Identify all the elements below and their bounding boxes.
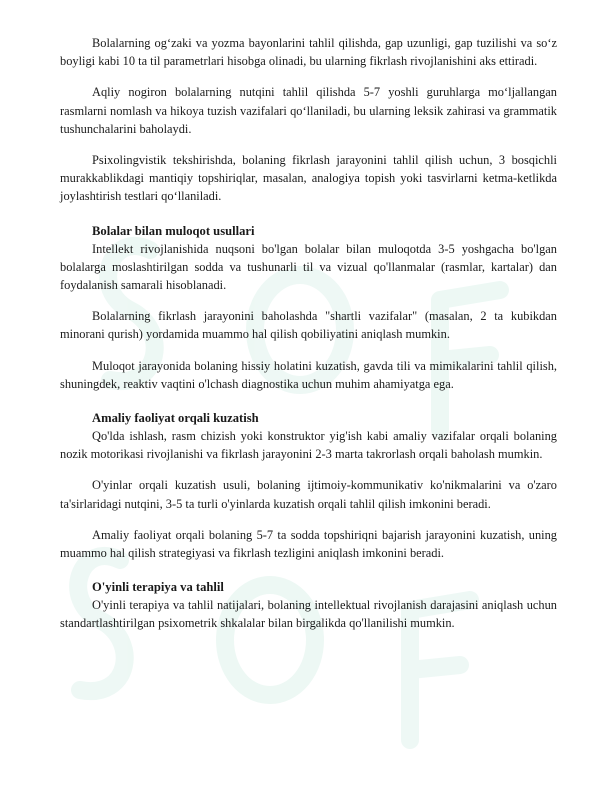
section-heading-communication: Bolalar bilan muloqot usullari (92, 223, 255, 238)
paragraph-intro-3: Psixolingvistik tekshirishda, bolaning fikrlash jarayonini tahlil qilish uchun, 3 bosqichli murakkablikdagi mantiqiy topshiriqlar, masalan, analogiya topish yoki tasvirlarni ketma-ketlikda joylashtirish testlari qo‘llaniladi. (60, 153, 557, 204)
paragraph-communication-1: Intellekt rivojlanishida nuqsoni bo'lgan bolalar bilan muloqotda 3-5 yoshgacha bo'lgan bolalarga moslashtirilgan sodda va tushunarli til va vizual qo'llanmalar (rasmlar, kartalar) dan foydalanish samarali hisoblanadi. (60, 241, 557, 293)
paragraph-intro-1: Bolalarning og‘zaki va yozma bayonlarini tahlil qilishda, gap uzunligi, gap tuzilishi va so‘z boyligi kabi 10 ta til parametrlari hisobga olinadi, bu ularning fikrlash rivojlanishini aks ettiradi. (60, 36, 557, 69)
paragraph-play-therapy-1: O'yinli terapiya va tahlil natijalari, bolaning intellektual rivojlanish darajasini aniqlash uchun standartlashtirilgan psixometrik shkalalar bilan birgalikda qo'llanilishi mumkin. (60, 598, 557, 631)
section-heading-play-therapy: O'yinli terapiya va tahlil (92, 580, 224, 595)
section-heading-practical: Amaliy faoliyat orqali kuzatish (92, 411, 259, 426)
document-body (60, 34, 557, 633)
paragraph-practical-1: Qo'lda ishlash, rasm chizish yoki konstruktor yig'ish kabi amaliy vazifalar orqali bolaning nozik motorikasi rivojlanishi va fikrlash jarayonini 2-3 marta takrorlash orqali baholash mumkin. (60, 429, 557, 462)
paragraph-communication-2: Bolalarning fikrlash jarayonini baholashda "shartli vazifalar" (masalan, 2 ta kubikdan minorani qurish) yordamida muammo hal qilish qobiliyatini aniqlash mumkin. (60, 309, 557, 342)
paragraph-communication-3: Muloqot jarayonida bolaning hissiy holatini kuzatish, gavda tili va mimikalarini tahlil qilish, shuningdek, reaktiv vaqtini o'lchash diagnostika uchun muhim ahamiyatga ega. (60, 358, 557, 391)
paragraph-intro-2: Aqliy nogiron bolalarning nutqini tahlil qilishda 5-7 yoshli guruhlarga mo‘ljallangan rasmlarni nomlash va hikoya tuzish vazifalari qo‘llaniladi, bu ularning leksik zahirasi va grammatik tushunchalarini baholaydi. (60, 85, 557, 136)
paragraph-practical-2: O'yinlar orqali kuzatish usuli, bolaning ijtimoiy-kommunikativ ko'nikmalarini va o'zaro ta'sirlaridagi nutqini, 3-5 ta turli o'yinlarda kuzatish orqali tahlil qilish imkonini beradi. (60, 478, 557, 511)
paragraph-practical-3: Amaliy faoliyat orqali bolaning 5-7 ta sodda topshiriqni bajarish jarayonini kuzatish, uning muammo hal qilish strategiyasi va fikrlash tezligini aniqlash imkonini beradi. (60, 527, 557, 561)
